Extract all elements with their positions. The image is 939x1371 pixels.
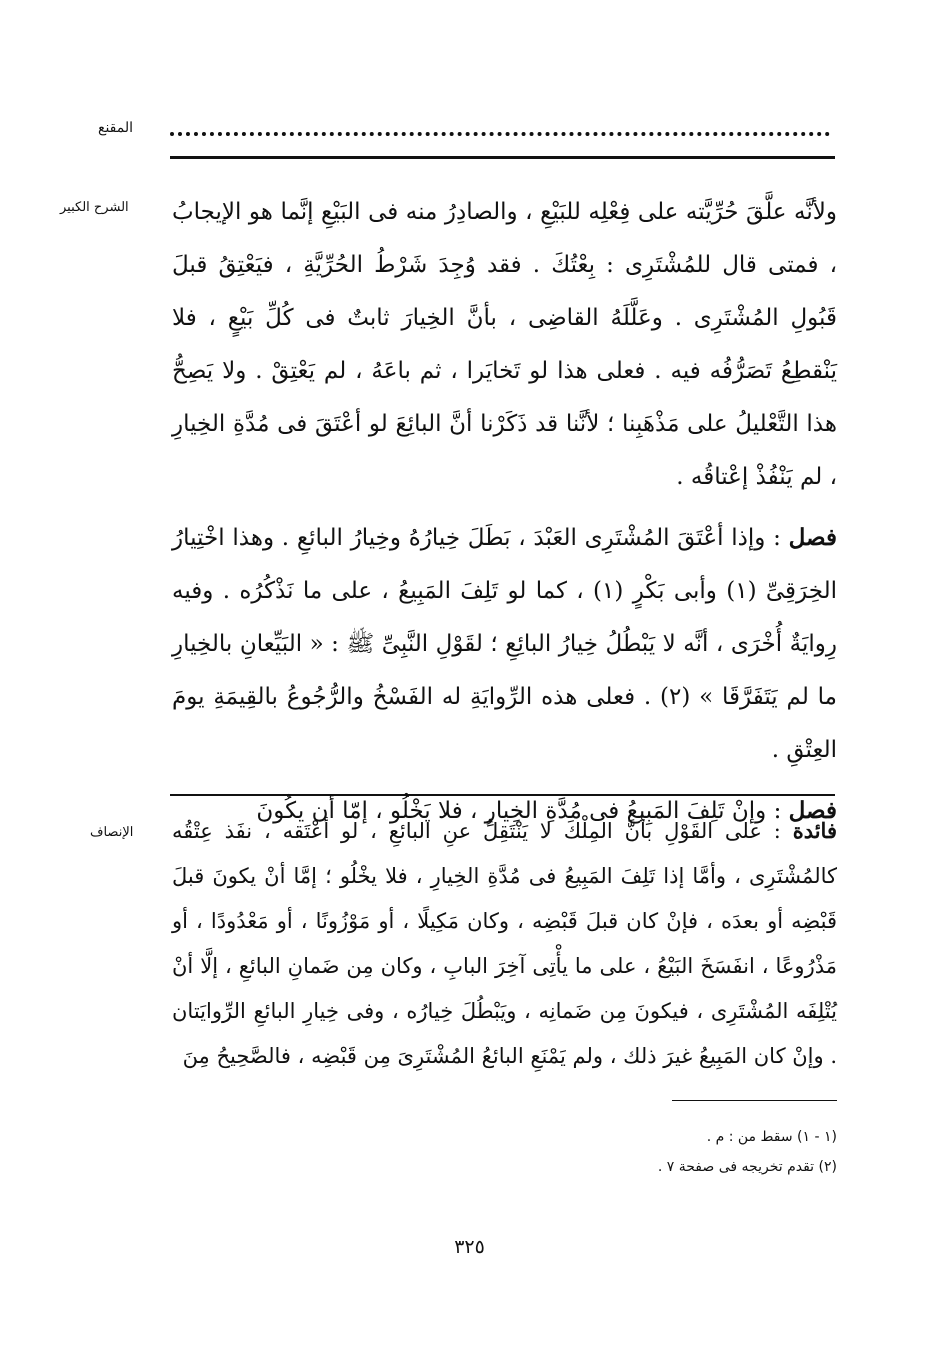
- footnote-1: (١ - ١) سقط من : م .: [706, 1129, 837, 1145]
- main-text-block: [172, 186, 837, 838]
- main-paragraph-3-text: : وإنْ تَلِفَ المَبِيعُ فى مُدَّةِ الخِيارِ ، فلا يَخْلُو ، إمّا أن يكُونَ: [256, 798, 782, 824]
- section-divider: [170, 794, 835, 796]
- header-dotted-leader: [170, 118, 830, 136]
- insaf-paragraph: [172, 808, 837, 1079]
- margin-label-sharh-kabir: الشرح الكبير: [60, 200, 129, 215]
- main-paragraph-1: ولأنَّه علَّقَ حُرِّيَّته على فِعْلِه للبَيْعِ ، والصادِرُ منه فى البَيْعِ إنَّما هو الإيجابُ ، فمتى قال للمُشْتَرِى : بِعْتُكَ . فقد وُجِدَ شَرْطُ الحُرِّيَّةِ ، فيَعْتِقُ قبلَ قَبُولِ المُشْتَرِى . وعَلَّلَهُ القاضِى ، بأنَّ الخِيارَ ثابتٌ فى كُلِّ بَيْعٍ ، فلا يَنْقطِعُ تَصَرُّفُه فيه . فعلى هذا لو تَخايَرا ، ثم باعَهُ ، لم يَعْتِقْ . ولا يَصِحُّ هذا التَّعْليلُ على مَذْهَبِنا ؛ لأنَّنا قد ذَكَرْنا أنَّ البائِعَ لو أعْتَقَ فى مُدَّةِ الخِيارِ ، لم يَنْفُذْ إعْتاقُه .: [172, 199, 837, 490]
- insaf-paragraph-text: : على القَوْلِ بأنَّ المِلْكَ لا يَنْتَقِلُ عنِ البائعِ ، لو أعْتَقه ، نفَذ عِتْقُه كالمُشْتَرِى ، وأمَّا إذا تَلِفَ المَبِيعُ فى مُدَّةِ الخِيارِ ، فلا يخْلُو ؛ إمَّا أنْ يكونَ قبلَ قَبْضِه أو بعدَه ، فإنْ كان قبلَ قَبْضِه ، وكان مَكِيلًا ، أو مَوْزُونًا ، أو مَعْدُودًا ، أو مَذْرُوعًا ، انفَسَخَ البَيْعُ ، على ما يأْتِى آخِرَ البابِ ، وكان مِن ضَمانِ البائعِ ، إلَّا أنْ يُتْلِفَه المُشْتَرِى ، فيكونَ مِن ضَمانِه ، ويَبْطُلَ خِيارُه ، وفى خِيارِ البائعِ الرِّوايَتان . وإنْ كان المَبِيعُ غيرَ ذلك ، ولم يَمْنَعِ البائعُ المُشْتَرِىَ مِن قَبْضِه ، فالصَّحِيحُ مِنَ: [172, 819, 837, 1068]
- footnote-2: (٢) تقدم تخريجه فى صفحة ٧ .: [657, 1159, 837, 1175]
- section-heading-fasl: فصل: [788, 524, 837, 551]
- running-header-title: المقنع: [98, 120, 134, 136]
- header-rule: [170, 156, 835, 159]
- footnote-rule: [672, 1100, 837, 1101]
- page-number: ٣٢٥: [454, 1236, 485, 1258]
- insaf-heading-faida: فائدة: [792, 818, 837, 843]
- main-paragraph-2-text: : وإذا أعْتَقَ المُشْتَرِى العَبْدَ ، بَطَلَ خِيارُهُ وخِيارُ البائعِ . وهذا اخْتِيارُ الخِرَقِىِّ (١) وأبى بَكْرٍ (١) ، كما لو تَلِفَ المَبِيعُ ، على ما نَذْكُرُه . وفيه رِوايَةٌ أُخْرَى ، أنَّه لا يَبْطُلُ خِيارُ البائِعِ ؛ لقَوْلِ النَّبِىِّ ﷺ : « البَيِّعانِ بالخِيارِ ما لم يَتَفَرَّقَا » (٢) . فعلى هذه الرِّوايَةِ له الفَسْخُ والرُّجُوعُ بالقِيمَةِ يومَ العِتْقِ .: [172, 525, 837, 763]
- margin-label-insaf: الإنصاف: [90, 825, 134, 840]
- footnotes: [560, 1122, 837, 1182]
- insaf-text-block: [172, 808, 837, 1079]
- section-heading-fasl: فصل: [788, 797, 837, 824]
- main-paragraph-2: [172, 511, 837, 777]
